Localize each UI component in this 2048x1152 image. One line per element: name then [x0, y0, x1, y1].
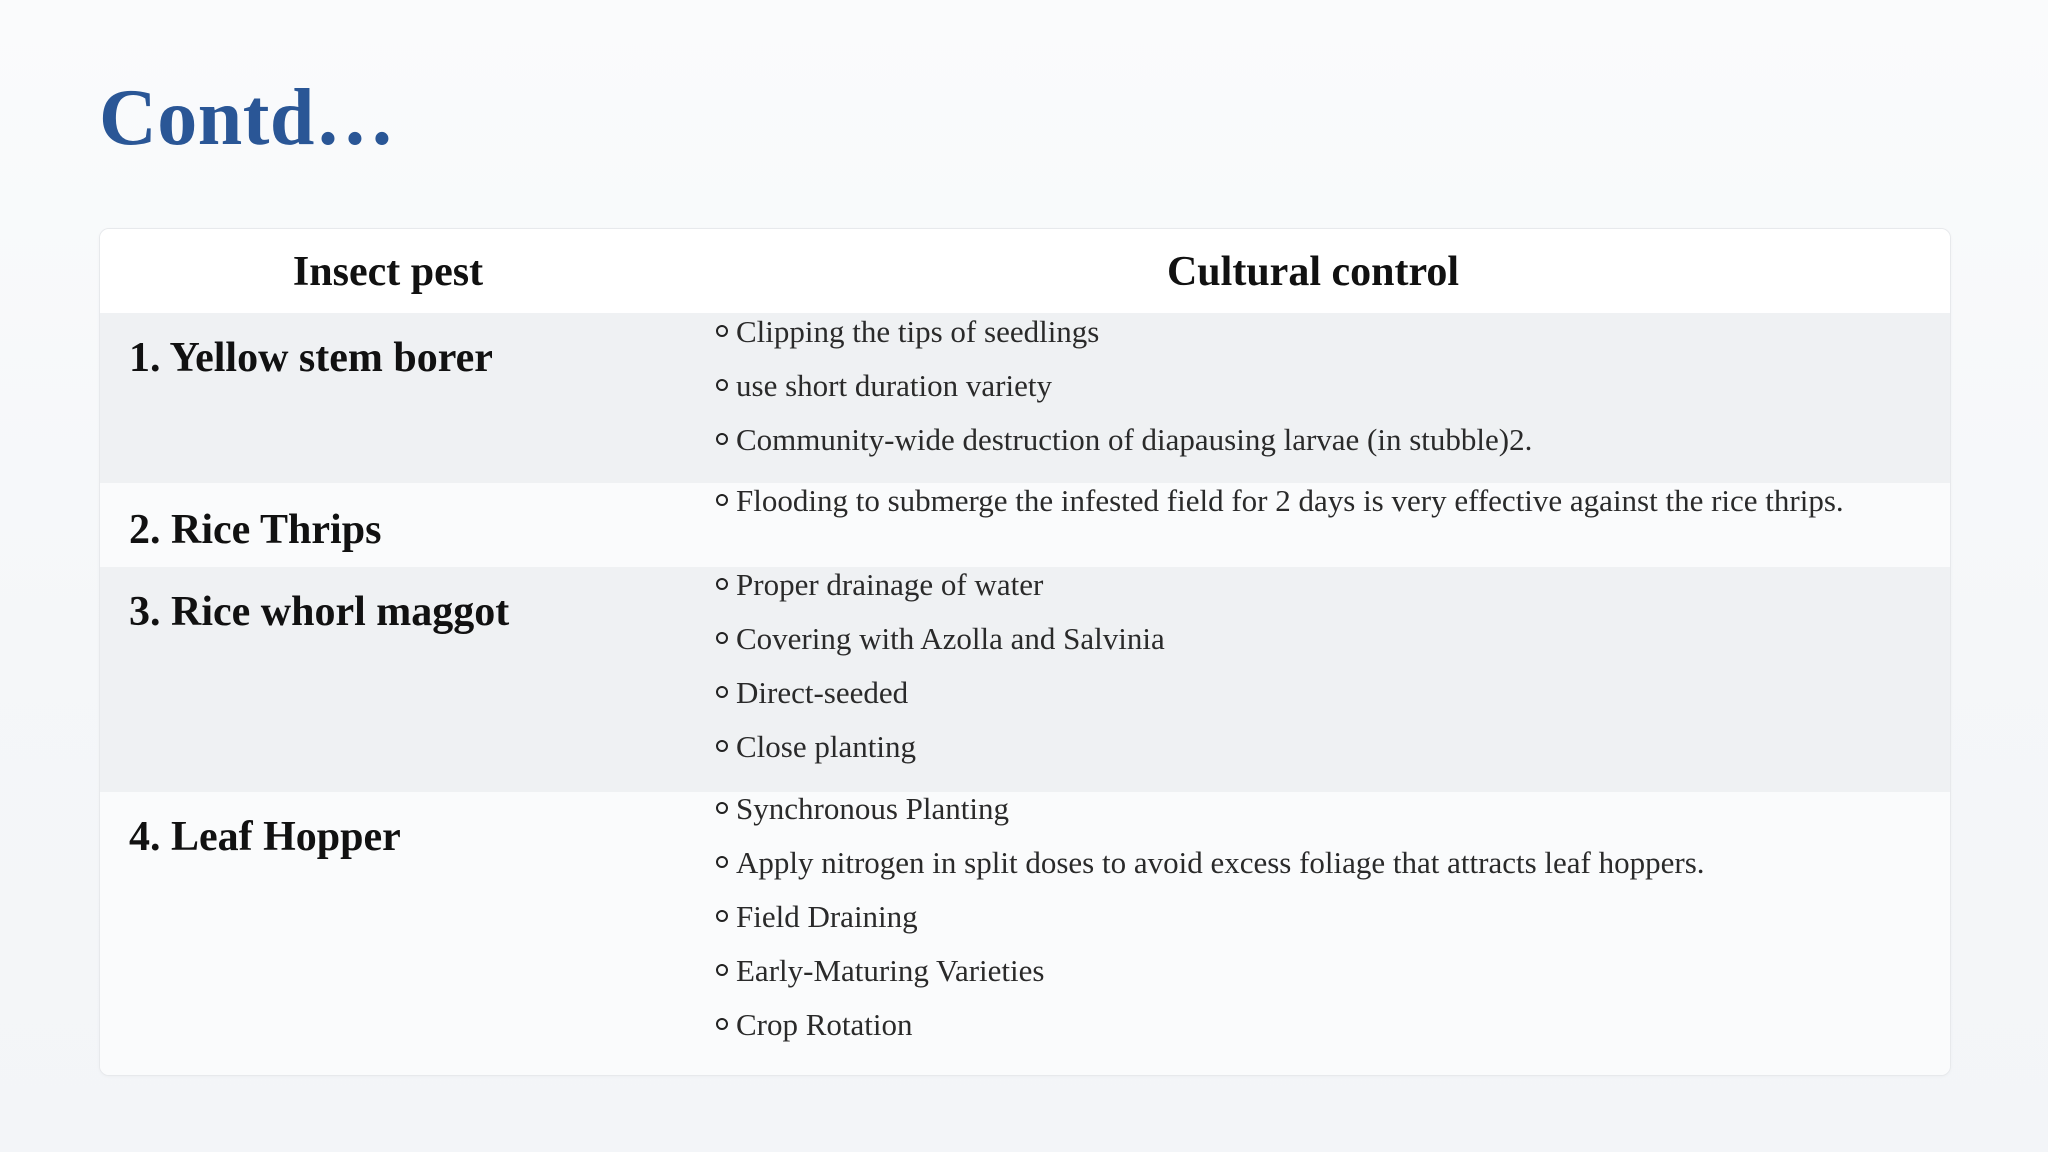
table-header: [100, 229, 1950, 313]
pest-name: 3. Rice whorl maggot: [129, 589, 510, 635]
header-cultural-control: Cultural control: [1166, 249, 1460, 295]
list-item: Community-wide destruction of diapausing larvae (in stubble)2.: [714, 420, 1532, 474]
list-item: Close planting: [714, 727, 1165, 781]
bullet-icon: [716, 325, 728, 337]
list-item: Crop Rotation: [714, 1005, 1705, 1059]
bullet-icon: [716, 910, 728, 922]
pest-name: 2. Rice Thrips: [129, 507, 382, 553]
list-item: use short duration variety: [714, 366, 1532, 420]
bullet-icon: [716, 686, 728, 698]
list-item: Clipping the tips of seedlings: [714, 312, 1532, 366]
control-list: [714, 565, 1165, 781]
table-row: [100, 483, 1950, 567]
pest-name: 1. Yellow stem borer: [129, 335, 493, 381]
bullet-icon: [716, 856, 728, 868]
bullet-icon: [716, 964, 728, 976]
control-list: [714, 789, 1705, 1059]
bullet-icon: [716, 802, 728, 814]
bullet-icon: [716, 494, 728, 506]
bullet-icon: [716, 379, 728, 391]
control-list: [714, 312, 1532, 474]
list-item: Covering with Azolla and Salvinia: [714, 619, 1165, 673]
list-item: Apply nitrogen in split doses to avoid excess foliage that attracts leaf hoppers.: [714, 843, 1705, 897]
list-item: Direct-seeded: [714, 673, 1165, 727]
bullet-icon: [716, 578, 728, 590]
list-item: Early-Maturing Varieties: [714, 951, 1705, 1005]
table-row: [100, 567, 1950, 792]
table-row: [100, 792, 1950, 1075]
header-insect-pest: Insect pest: [292, 249, 484, 295]
list-item: Flooding to submerge the infested field for 2 days is very effective against the rice thrips.: [714, 481, 1844, 535]
control-list: [714, 481, 1844, 535]
bullet-icon: [716, 632, 728, 644]
page-title: Contd…: [99, 74, 396, 162]
bullet-icon: [716, 740, 728, 752]
list-item: Synchronous Planting: [714, 789, 1705, 843]
bullet-icon: [716, 433, 728, 445]
bullet-icon: [716, 1018, 728, 1030]
table-row: [100, 313, 1950, 483]
pest-name: 4. Leaf Hopper: [129, 814, 401, 860]
pest-control-table: [99, 228, 1951, 1076]
list-item: Field Draining: [714, 897, 1705, 951]
list-item: Proper drainage of water: [714, 565, 1165, 619]
